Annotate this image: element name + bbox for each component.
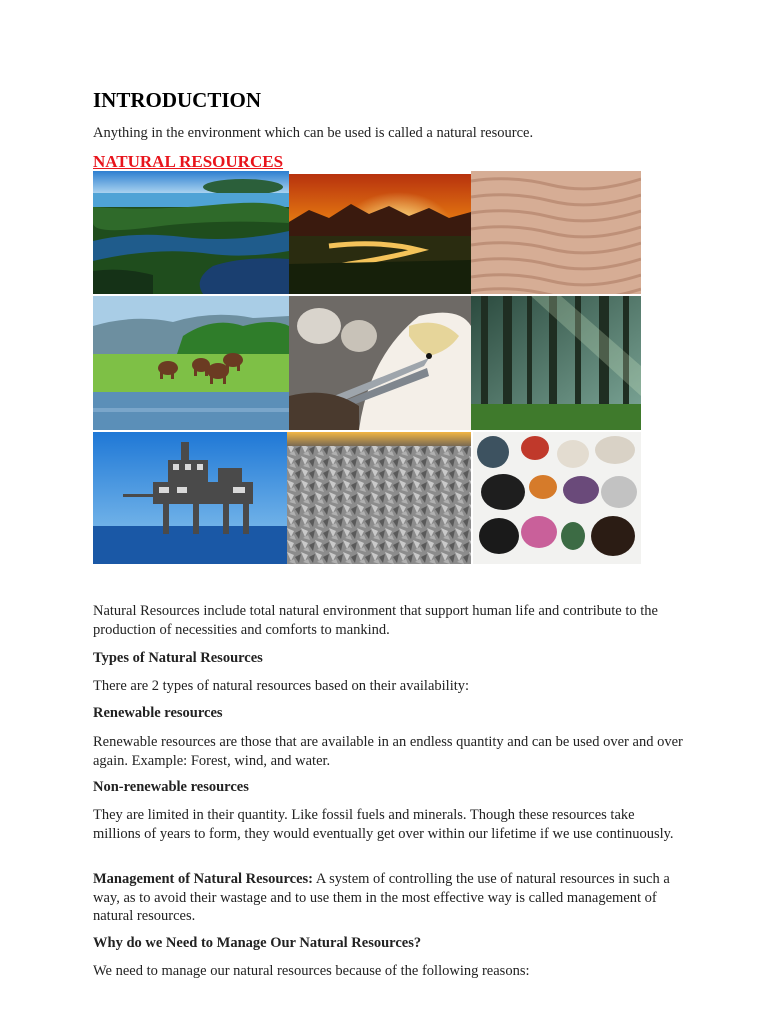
- management-text: A system of controlling the use of natural resources in such a way, as to avoid their wastage and to use them in the most effective way is called management of natural resources.: [93, 871, 670, 924]
- natural-resources-photo-grid: [93, 171, 641, 564]
- nonrenewable-heading-block: [93, 778, 683, 797]
- renewable-text-block: [93, 733, 683, 770]
- metal-ore-photo: [287, 432, 471, 564]
- oil-rig-photo: [93, 432, 287, 564]
- types-text-block: [93, 677, 683, 696]
- nonrenewable-heading: Non-renewable resources: [93, 779, 249, 795]
- nonrenewable-text-block: [93, 806, 683, 843]
- wetland-river-photo: [93, 171, 289, 294]
- intro-sentence: Anything in the environment which can be used is called a natural resource.: [93, 125, 534, 141]
- section-heading-natural-resources: NATURAL RESOURCES: [93, 152, 284, 171]
- why-text: We need to manage our natural resources because of the following reasons:: [93, 963, 530, 979]
- nonrenewable-text: They are limited in their quantity. Like fossil fuels and minerals. Though these resources take millions of years to form, they would eventually get over within our lifetime if we use continuously.: [93, 807, 674, 842]
- why-heading-block: [93, 934, 683, 953]
- types-heading: Types of Natural Resources: [93, 650, 263, 666]
- elephants-lake-photo: [93, 296, 289, 430]
- page-title: INTRODUCTION: [93, 88, 262, 112]
- gannet-birds-photo: [289, 296, 471, 430]
- why-text-block: [93, 962, 683, 981]
- why-heading: Why do we Need to Manage Our Natural Resources?: [93, 935, 422, 951]
- management-paragraph: [93, 870, 683, 926]
- forest-sunlight-photo: [471, 296, 641, 430]
- management-block: [93, 870, 683, 926]
- types-text: There are 2 types of natural resources based on their availability:: [93, 678, 470, 694]
- renewable-heading-block: [93, 704, 683, 723]
- management-label: Management of Natural Resources:: [93, 871, 314, 887]
- minerals-stones-photo: [473, 432, 641, 564]
- renewable-text: Renewable resources are those that are available in an endless quantity and can be used over and over again. Example: Forest, wind, and water.: [93, 734, 683, 769]
- sand-dunes-photo: [471, 171, 641, 294]
- renewable-heading: Renewable resources: [93, 705, 223, 721]
- natural-resources-description: [93, 602, 683, 639]
- sunset-mountains-photo: [289, 174, 471, 294]
- paragraph-intro: Natural Resources include total natural environment that support human life and contribute to the production of necessities and comforts to mankind.: [93, 603, 658, 638]
- types-section: [93, 649, 683, 668]
